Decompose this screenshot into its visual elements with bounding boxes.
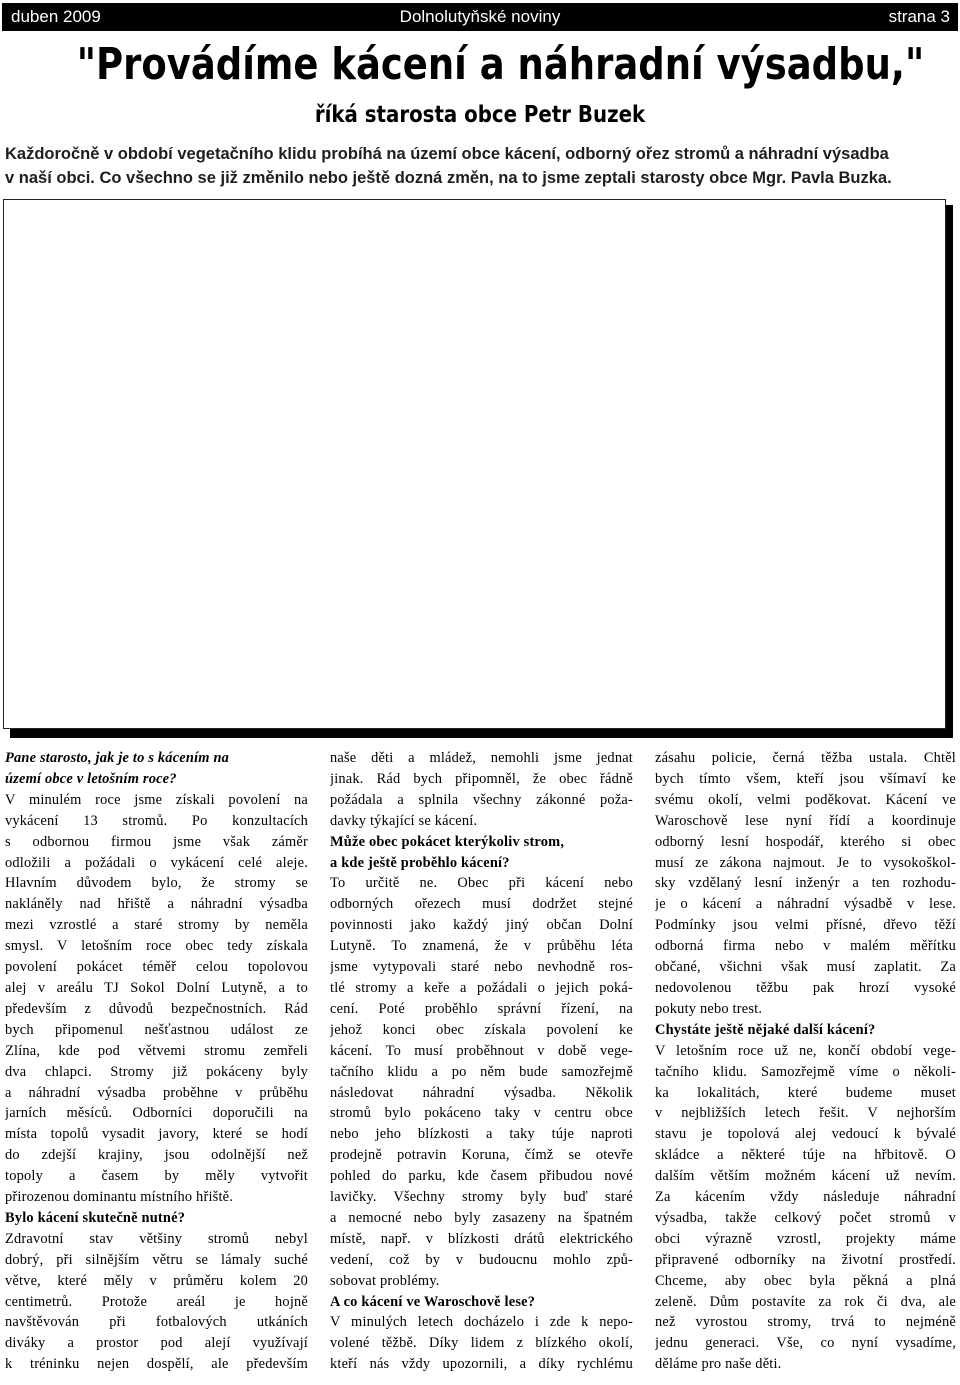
article-text-line: výsadba, takže celkový počet stromů v [655,1209,956,1226]
article-text-line: stavu je topolová alej vedoucí k bývalé [655,1126,956,1143]
article-text-line: odložili a požádali o vykácení celé aleje. [5,854,308,871]
article-text-line: než vyrostou stromy, trvá to nejméně [655,1314,956,1331]
article-text-line: připravené odborníky na životní prostředí. [655,1251,956,1268]
article-text-line: mezi vzrostlé a staré stromy by neměla [5,917,308,934]
article-text-line: povinnosti jako každý jiný občan Dolní [330,917,633,934]
article-text-line: Waroschově lese nyní řídí a koordinuje [655,812,956,829]
lead-line: Každoročně v období vegetačního klidu probíhá na území obce kácení, odborný ořez stromů a náhradní výsadba [5,145,889,163]
article-text-line: To určitě ne. Obec při kácení nebo [330,875,633,892]
issue-date: duben 2009 [11,7,101,26]
article-text-line: tlé stromy a keře a požádali o jejich poká- [330,979,633,996]
article-text-line: stromů bylo pokáceno taky v centru obce [330,1105,633,1122]
article-text-line: V minulých letech docházelo i zde k nepo- [330,1314,633,1331]
article-text-line: občané, všichni však musí zaplatit. Za [655,959,956,976]
article-text-line: odborných ořezech musí dodržet stejné [330,896,633,913]
article-text-line: cení. Poté proběhlo správní řízení, na [330,1000,633,1017]
article-text-line: zásahu policie, černá těžba ustala. Chtěl [655,750,956,766]
article-text-line: smysl. V letošním roce obec tedy získala [5,938,308,955]
article-text-line: v nejbližších letech řešit. V nejhorším [655,1105,956,1122]
article-text-line: děláme pro naše děti. [655,1356,782,1373]
article-lead [5,142,957,190]
article-text-line: odborná firma nebo v malém měřítku [655,938,956,955]
article-text-line: volené těžbě. Díky lidem z blízkého okolí, [330,1335,633,1352]
newspaper-name: Dolnolutyňské noviny [399,7,561,26]
article-text-line: sky vzdělaný lesní inženýr a ten rozhodu- [655,875,956,892]
article-text-line: Lutyně. To znamená, že v průběhu léta [330,938,633,955]
article-text-line: nebo jeho blízkosti a taky túje naproti [330,1126,633,1143]
article-text-line: bych připomenul nešťastnou událost ze [5,1021,308,1038]
article-text-line: skládce a některé túje na hřbitově. O [655,1147,956,1164]
interview-question-line: Pane starosto, jak je to s kácením na [5,750,230,766]
article-text-line: tačního klidu a po něm bude samozřejmě [330,1063,633,1080]
article-text-line: jinak. Rád bych připomněl, že obec řádně [330,770,633,787]
article-text-line: k tréninku nejen dospělí, ale především [5,1356,308,1373]
lead-line: v naší obci. Co všechno se již změnilo nebo ještě dozná změn, na to jsme zeptali starosty obce Mgr. Pavla Buzka. [5,169,892,187]
article-text-line: V letošním roce už ne, končí období vege- [655,1042,956,1059]
article-text-line: Hlavním důvodem bylo, že stromy se [5,875,308,892]
article-column-2 [330,748,633,1384]
article-text-line: svému okolí, velmi poděkovat. Kácení ve [655,791,956,808]
article-text-line: a nemocné nebo byly zasazeny na špatném [330,1209,633,1226]
article-text-line: centimetrů. Protože areál je hojně [5,1293,308,1310]
article-text-line: místa topolů vysadit javory, které se hodí [5,1126,308,1143]
article-text-line: naše děti a mládež, nemohli jsme jednat [330,750,633,766]
interview-question-line: a kde ještě proběhlo kácení? [330,854,510,871]
article-text-line: pohled do parku, kde časem přibudou nové [330,1168,633,1185]
page-number: strana 3 [888,7,950,26]
article-text-line: bych tímto všem, kteří jsou všímaví ke [655,770,956,787]
interview-question-line: Chystáte ještě nějaké další kácení? [655,1021,876,1038]
photo-placeholder [3,199,946,729]
interview-question-line: Bylo kácení skutečně nutné? [5,1209,186,1226]
article-text-line: Za kácením vždy následuje náhradní [655,1189,956,1206]
article-text-line: jednu generaci. Vše, co nyní vysadíme, [655,1335,956,1352]
article-text-line: větve, které měly v průměru kolem 20 [5,1272,308,1289]
article-text-line: kteří nás vždy upozornili, a díky rychlému [330,1356,633,1373]
article-text-line: Podmínky jsou velmi přísné, dřevo těží [655,917,956,934]
article-text-line: zeleně. Dům postavíte za rok či dva, ale [655,1293,956,1310]
article-text-line: jarních měsíců. Odborníci doporučili na [5,1105,308,1122]
article-text-line: lavičky. Všechny stromy byly buď staré [330,1189,633,1206]
article-text-line: povolení pokácet téměř celou topolovou [5,959,308,976]
interview-question-line: A co kácení ve Waroschově lese? [330,1293,536,1310]
article-text-line: obci výrazně vzrostl, projekty máme [655,1230,956,1247]
article-text-line: jsme vytypovali staré nebo nevhodně ros- [330,959,633,976]
article-text-line: vedení, což by v budoucnu mohlo způ- [330,1251,633,1268]
article-text-line: alej v areálu TJ Sokol Dolní Lutyně, a to [5,979,308,996]
article-text-line: Zdravotní stav většiny stromů nebyl [5,1230,308,1247]
article-text-line: diváky a prostor pod alejí využívají [5,1335,308,1352]
article-text-line: V minulém roce jsme získali povolení na [5,791,308,808]
article-text-line: s odbornou firmou jsme však záměr [5,833,308,850]
article-text-line: místě, např. v blízkosti drátů elektrického [330,1230,633,1247]
article-text-line: topoly a časem by měly vytvořit [5,1168,308,1185]
interview-question-line: Může obec pokácet kterýkoliv strom, [330,833,565,850]
article-text-line: kácení. To musí proběhnout v době vege- [330,1042,633,1059]
article-text-line: požádala a splnila všechny zákonné poža- [330,791,633,808]
article-subheadline: říká starosta obce Petr Buzek [314,102,646,128]
article-column-1 [5,748,308,1384]
article-text-line: dalším větším možném kácení už nevím. [655,1168,956,1185]
article-column-3 [655,748,956,1384]
article-headline: "Provádíme kácení a náhradní výsadbu," [76,39,925,90]
page-header-bar [2,3,958,31]
article-text-line: nedovolenou těžbu pak hrozí vysoké [655,979,956,996]
article-text-line: ka lokalitách, které budeme muset [655,1084,956,1101]
article-text-line: prodejně potravin Koruna, čímž se otevře [330,1147,633,1164]
interview-question-line: území obce v letošním roce? [5,770,177,787]
article-text-line: následovat náhradní výsadba. Několik [330,1084,633,1101]
article-text-line: musí ze zákona najmout. Je to vysokoškol- [655,854,956,871]
article-text-line: vykácení 13 stromů. Po konzultacích [5,812,308,829]
article-text-line: do zdejší krajiny, jsou odolnější než [5,1147,308,1164]
article-text-line: Chceme, aby obec byla pěkná a plná [655,1272,956,1289]
article-text-line: jehož konci obec získala povolení ke [330,1021,633,1038]
article-text-line: především z důvodů bezpečnostních. Rád [5,1000,308,1017]
article-text-line: dobrý, při silnějším větru se lámaly suché [5,1251,308,1268]
article-text-line: odborný lesní hospodář, kterého si obec [655,833,956,850]
article-text-line: dva chlapci. Stromy již pokáceny byly [5,1063,308,1080]
article-text-line: davky týkající se kácení. [330,812,478,829]
article-text-line: sobovat problémy. [330,1272,440,1289]
article-text-line: a náhradní výsadba proběhne v průběhu [5,1084,308,1101]
article-text-line: je o kácení a náhradní výsadbě v lese. [655,896,956,913]
article-text-line: nakláněly nad hřiště a náhradní výsadba [5,896,308,913]
article-text-line: pokuty nebo trest. [655,1000,763,1017]
article-text-line: přirozenou dominantu místního hřiště. [5,1189,234,1206]
article-text-line: Zlína, kde pod větvemi stromu zemřeli [5,1042,308,1059]
article-text-line: navštěvován při fotbalových utkáních [5,1314,308,1331]
article-text-line: tačního klidu. Samozřejmě víme o několi- [655,1063,956,1080]
